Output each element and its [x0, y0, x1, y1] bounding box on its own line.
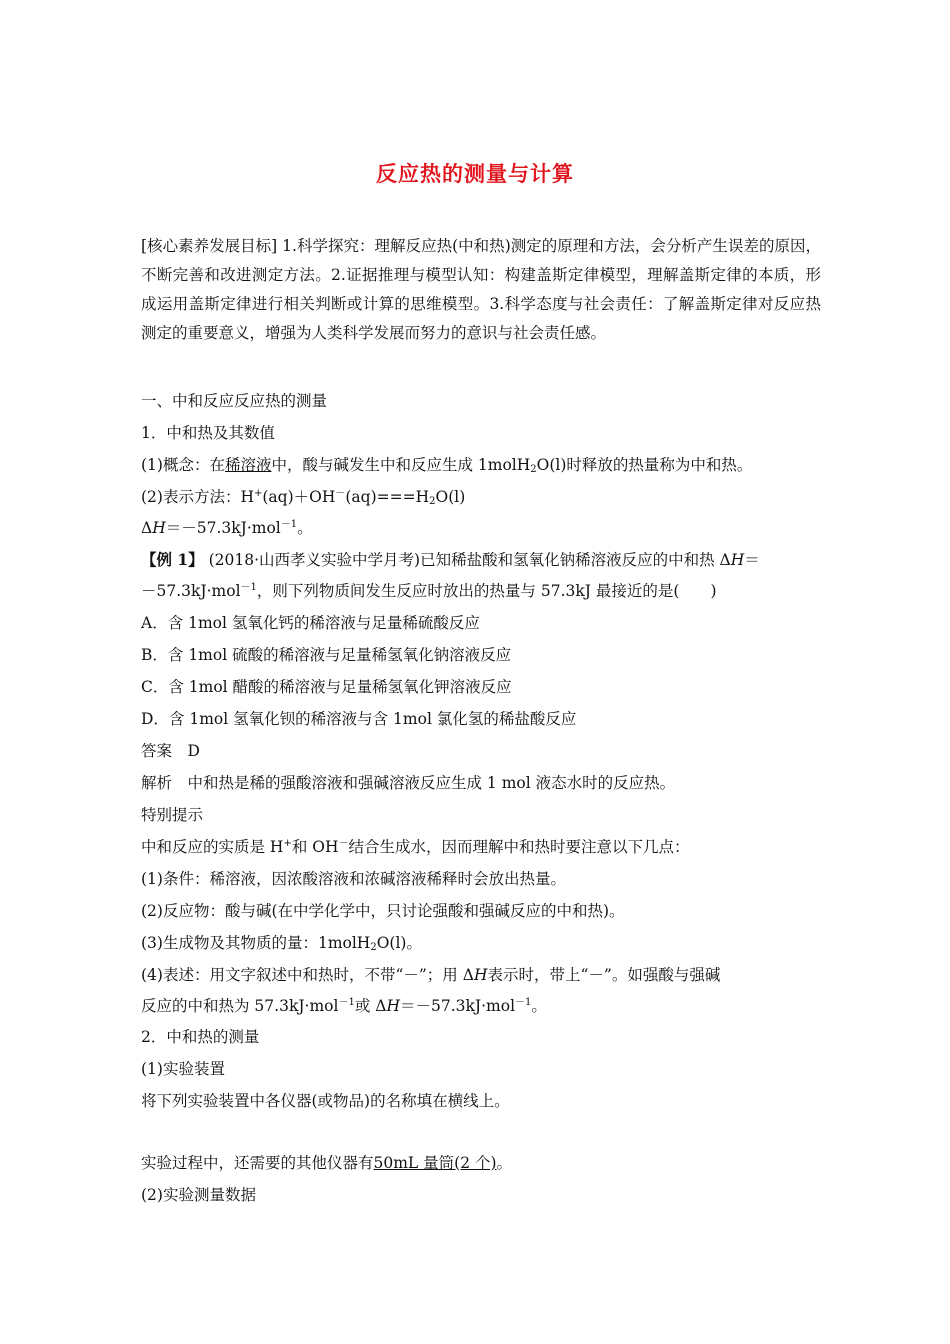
core-goals-text: 1.科学探究：理解反应热(中和热)测定的原理和方法，会分析产生误差的原因，不断完善和改进测定方法。2.证据推理与模型认知：构建盖斯定律模型，理解盖斯定律的本质，形成运用盖斯定律进行相关判断或计算的思维模型。3.科学态度与社会责任：了解盖斯定律对反应热测定的重要意义，增强为人类科学发展而努力的意识与社会责任感。 — [141, 237, 821, 342]
example-line2-a: －57.3kJ·mol — [141, 582, 241, 600]
tips-intro-a: 中和反应的实质是 H — [141, 838, 284, 856]
dh-h: H — [152, 519, 166, 537]
repr-text-d: O(l) — [435, 488, 466, 506]
example-label: 【例 1】 — [141, 550, 204, 569]
example-line2-sup: －1 — [240, 582, 257, 593]
example-text-a: (2018·山西孝义实验中学月考)已知稀盐酸和氢氧化钠稀溶液反应的中和热 Δ — [203, 551, 731, 569]
tips-item3-b: O(l)。 — [376, 934, 422, 952]
delta-h-line — [141, 517, 313, 539]
tips-item-4-line-2 — [141, 995, 547, 1017]
tips-item4-h: H — [473, 966, 488, 984]
tips-item3-a: (3)生成物及其物质的量：1molH — [141, 934, 371, 952]
representation-line — [141, 486, 465, 508]
tips-item-4-line-1 — [141, 964, 720, 986]
tips-item4-a: (4)表述：用文字叙述中和热时，不带“－”；用 Δ — [141, 966, 474, 984]
tips-item4-e: ＝－57.3kJ·mol — [400, 997, 516, 1015]
tips-heading: 特别提示 — [141, 806, 204, 824]
repr-text-b: (aq)＋OH — [262, 488, 336, 506]
repr-text-c: (aq)===H — [345, 488, 430, 506]
tips-intro-sup1: + — [283, 838, 292, 849]
concept-subscript: 2 — [530, 464, 537, 475]
tips-item-1: (1)条件：稀溶液，因浓酸溶液和浓碱溶液稀释时会放出热量。 — [141, 870, 566, 888]
tips-intro — [141, 836, 690, 858]
tips-intro-b: 和 OH — [291, 838, 339, 856]
example-h: H — [730, 551, 745, 569]
device-instruction: 将下列实验装置中各仪器(或物品)的名称填在横线上。 — [141, 1092, 510, 1110]
concept-underlined: 稀溶液 — [224, 456, 272, 474]
other-text-b: 。 — [496, 1154, 513, 1172]
tips-item4-sup1: －1 — [338, 997, 355, 1008]
tips-item4-sup2: －1 — [515, 997, 532, 1008]
example-text-b: ＝ — [744, 551, 760, 569]
option-d: D．含 1mol 氢氧化钡的稀溶液与含 1mol 氯化氢的稀盐酸反应 — [141, 710, 577, 728]
tips-item3-sub: 2 — [370, 942, 377, 953]
section1-heading: 一、中和反应反应热的测量 — [141, 392, 328, 410]
data-heading: (2)实验测量数据 — [141, 1186, 256, 1204]
repr-sub: 2 — [429, 496, 436, 507]
repr-text-a: (2)表示方法：H — [141, 488, 254, 506]
dh-sup: －1 — [280, 519, 298, 530]
page-title: 反应热的测量与计算 — [376, 161, 574, 186]
example-line2-b: ，则下列物质间发生反应时放出的热量与 57.3kJ 最接近的是( ) — [256, 582, 717, 600]
tips-intro-sup2: － — [338, 838, 349, 849]
tips-item4-c: 反应的中和热为 57.3kJ·mol — [141, 997, 339, 1015]
option-b: B．含 1mol 硫酸的稀溶液与足量稀氢氧化钠溶液反应 — [141, 646, 512, 664]
core-goals-paragraph — [141, 232, 821, 348]
dh-delta: Δ — [141, 519, 153, 537]
option-c: C．含 1mol 醋酸的稀溶液与足量稀氢氧化钾溶液反应 — [141, 678, 512, 696]
tips-intro-c: 结合生成水，因而理解中和热时要注意以下几点： — [348, 838, 690, 856]
tips-item4-f: 。 — [531, 997, 547, 1015]
tips-item4-h2: H — [386, 997, 400, 1015]
repr-sup-1: + — [253, 488, 263, 499]
dh-value: ＝－57.3kJ·mol — [165, 519, 281, 537]
other-instruments-line — [141, 1152, 512, 1174]
concept-text-c: O(l)时释放的热量称为中和热。 — [536, 456, 753, 474]
other-underlined: 50mL 量筒(2 个) — [373, 1154, 497, 1172]
tips-item4-d: 或 Δ — [354, 997, 387, 1015]
core-goals-label: [核心素养发展目标] — [141, 237, 278, 255]
other-text-a: 实验过程中，还需要的其他仪器有 — [141, 1154, 374, 1172]
concept-text-a: (1)概念：在 — [141, 456, 225, 474]
example-line-2 — [141, 580, 717, 602]
example-line-1 — [141, 549, 760, 571]
tips-item-3 — [141, 932, 422, 954]
concept-line — [141, 454, 752, 476]
answer-line: 答案 D — [141, 742, 200, 760]
option-a: A．含 1mol 氢氧化钙的稀溶液与足量稀硫酸反应 — [141, 614, 480, 632]
device-heading: (1)实验装置 — [141, 1060, 225, 1078]
repr-sup-2: － — [335, 488, 346, 499]
analysis-line: 解析 中和热是稀的强酸溶液和强碱溶液反应生成 1 mol 液态水时的反应热。 — [141, 774, 676, 792]
concept-text-b: 中，酸与碱发生中和反应生成 1molH — [271, 456, 531, 474]
tips-item-2: (2)反应物：酸与碱(在中学化学中，只讨论强酸和强碱反应的中和热)。 — [141, 902, 625, 920]
subheading-neutralization-heat: 1．中和热及其数值 — [141, 424, 275, 442]
tips-item4-b: 表示时，带上“－”。如强酸与强碱 — [487, 966, 721, 984]
dh-end: 。 — [297, 519, 313, 537]
subheading-measurement: 2．中和热的测量 — [141, 1028, 260, 1046]
